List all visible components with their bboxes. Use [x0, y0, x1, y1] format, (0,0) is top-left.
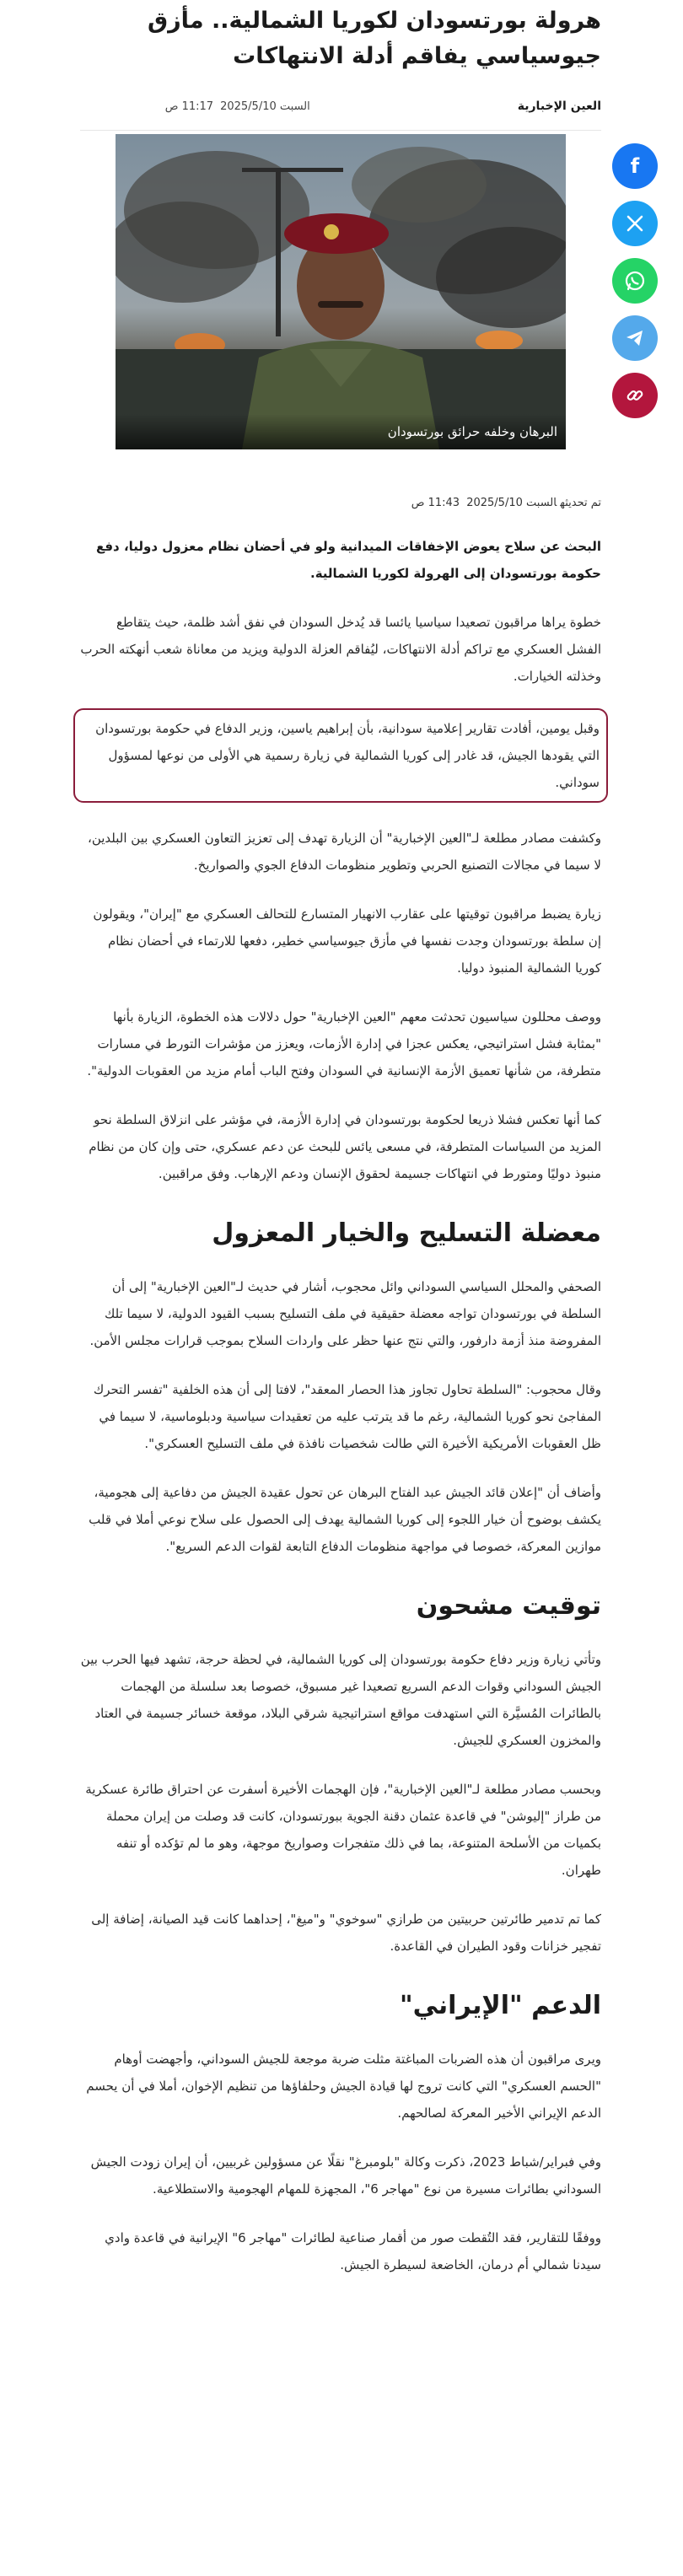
image-caption: البرهان وخلفه حرائق بورتسودان [116, 414, 566, 449]
article [80, 0, 601, 2278]
paragraph: وفي فبراير/شباط 2023، ذكرت وكالة "بلومبرغ" نقلًا عن مسؤولين غربيين، أن إيران زودت الجيش السوداني بطائرات مسيرة من نوع "مهاجر 6"، المجهزة للمهام الهجومية والاستطلاعية. [90, 2154, 601, 2197]
x-twitter-icon [626, 214, 644, 233]
publish-date: السبت 2025/5/10 [220, 99, 310, 113]
section-heading: توقيت مشحون [416, 1591, 601, 1621]
section-heading: الدعم "الإيراني" [399, 1991, 601, 2020]
paragraph: وكشفت مصادر مطلعة لـ"العين الإخبارية" أن الزيارة تهدف إلى تعزيز التعاون العسكري بين البلدين، لا سيما في مجالات التصنيع الحربي وتطوير منظومات الدفاع الجوي والصواريخ. [87, 831, 601, 873]
paragraph: ووفقًا للتقارير، فقد التُقطت صور من أقمار صناعية لطائرات "مهاجر 6" الإيرانية في قاعدة وادي سيدنا شمالي أم درمان، الخاضعة لسيطرة الجيش. [105, 2230, 601, 2272]
facebook-icon: f [630, 154, 640, 178]
paragraph: وبحسب مصادر مطلعة لـ"العين الإخبارية"، فإن الهجمات الأخيرة أسفرت عن احتراق طائرة عسكرية من طراز "إليوشن" في قاعدة عثمان دقنة الجوية ببورتسودان، كانت قد وصلت من إيران محملة بكميات من الأسلحة المتنوعة، بما في ذلك متفجرات وصواريخ موجهة، وهو ما لم تؤكده أو تنفه طهران. [85, 1782, 601, 1878]
copy-link-button[interactable] [612, 373, 658, 418]
hero-image [116, 134, 566, 449]
paragraph: وقال محجوب: "السلطة تحاول تجاوز هذا الحصار المعقد"، لافتا إلى أن هذه الخلفية "تفسر التحرك المفاجئ نحو كوريا الشمالية، رغم ما قد يترتب عليه من تعقيدات سياسية ودبلوماسية، لا سيما في ظل العقوبات الأمريكية الأخيرة التي طالت شخصيات نافذة في ملف التسليح العسكري". [93, 1382, 601, 1451]
telegram-share-button[interactable] [612, 315, 658, 361]
updated-timestamp [80, 497, 601, 509]
paragraph: وقبل يومين، أفادت تقارير إعلامية سودانية، بأن إبراهيم ياسين، وزير الدفاع في حكومة بورتسودان التي يقودها الجيش، قد غادر إلى كوريا الشمالية في زيارة رسمية هي الأولى من نوعها لمسؤول سوداني. [95, 721, 600, 790]
article-meta [80, 94, 601, 118]
paragraph: خطوة يراها مراقبون تصعيدا سياسيا يائسا قد يُدخل السودان في نفق أشد ظلمة، حيث يتقاطع الفشل العسكري مع تراكم أدلة الانتهاكات، ليُفاقم العزلة الدولية ويزيد من معاناة شعب أنهكته الحرب وخذلته الخيارات. [80, 615, 601, 684]
paragraph: وتأتي زيارة وزير دفاع حكومة بورتسودان إلى كوريا الشمالية، في لحظة حرجة، تشهد فيها الحرب بين الجيش السوداني وقوات الدعم السريع تصعيدا غير مسبوق، خصوصا بعد سلسلة من الهجمات بالطائرات المُسيَّرة التي استهدفت مواقع استراتيجية شرقي البلاد، موقعة خسائر جسيمة في العتاد والمخزون العسكري للجيش. [80, 1652, 601, 1748]
publish-time: 11:17 ص [164, 99, 214, 113]
updated-time: 11:43 ص [411, 497, 460, 509]
article-headline: هرولة بورتسودان لكوريا الشمالية.. مأزق جيوسياسي يفاقم أدلة الانتهاكات [148, 8, 601, 69]
highlighted-paragraph [73, 708, 608, 803]
source-name[interactable]: العين الإخبارية [517, 99, 601, 113]
updated-date: السبت 2025/5/10 [466, 497, 557, 509]
paragraph: ويرى مراقبون أن هذه الضربات المباغتة مثلت ضربة موجعة للجيش السوداني، وأجهضت أوهام "الحسم العسكري" التي كانت تروج لها قيادة الجيش وحلفاؤها من تنظيم الإخوان، أملا في أن يحسم الدعم الإيراني الأخير المعركة لصالحهم. [86, 2052, 601, 2121]
updated-label: تم تحديثه [560, 497, 601, 509]
link-icon [625, 385, 645, 406]
paragraph: زيارة يضبط مراقبون توقيتها على عقارب الانهيار المتسارع للتحالف العسكري مع "إيران"، ويقولون إن سلطة بورتسودان وجدت نفسها في مأزق جيوسياسي خطير، دفعها للارتماء في أحضان نظام كوريا الشمالية المنبوذ دوليا. [93, 906, 601, 976]
whatsapp-icon [624, 270, 646, 292]
divider [80, 130, 601, 131]
paragraph: الصحفي والمحلل السياسي السوداني وائل محجوب، أشار في حديث لـ"العين الإخبارية" إلى أن السلطة في بورتسودان تواجه معضلة حقيقية في ملف التسليح بسبب القيود الدولية، لا سيما تلك المفروضة منذ أزمة دارفور، والتي نتج عنها حظر على واردات السلاح بموجب قرارات مجلس الأمن. [89, 1279, 601, 1348]
article-lead: البحث عن سلاح يعوض الإخفاقات الميدانية ولو في أحضان نظام معزول دوليا، دفع حكومة بورتسودان إلى الهرولة لكوريا الشمالية. [95, 539, 601, 581]
hero-photo [116, 134, 566, 449]
paragraph: كما أنها تعكس فشلا ذريعا لحكومة بورتسودان في إدارة الأزمة، في مؤشر على انزلاق السلطة نحو المزيد من السياسات المتطرفة، في مسعى يائس للبحث عن دعم عسكري، حتى وإن كان من نظام منبوذ دوليًا ومتورط في انتهاكات جسيمة لحقوق الإنسان ودعم الإرهاب. وفق مراقبين. [89, 1112, 601, 1181]
whatsapp-share-button[interactable] [612, 258, 658, 304]
telegram-icon [624, 327, 646, 349]
section-heading: معضلة التسليح والخيار المعزول [212, 1218, 601, 1248]
facebook-share-button[interactable] [612, 143, 658, 189]
paragraph: كما تم تدمير طائرتين حربيتين من طرازي "سوخوي" و"ميغ"، إحداهما كانت قيد الصيانة، إضافة إلى تفجير خزانات وقود الطيران في القاعدة. [91, 1912, 601, 1954]
paragraph: وأضاف أن "إعلان قائد الجيش عبد الفتاح البرهان عن تحول عقيدة الجيش من دفاعية إلى هجومية، يكشف بوضوح أن خيار اللجوء إلى كوريا الشمالية يهدف إلى الحصول على سلاح نوعي أملا في قلب موازين المعركة، خصوصا في مواجهة منظومات الدفاع التابعة لقوات الدعم السريع". [89, 1485, 601, 1554]
twitter-share-button[interactable] [612, 201, 658, 246]
paragraph: ووصف محللون سياسيون تحدثت معهم "العين الإخبارية" حول دلالات هذه الخطوة، الزيارة بأنها "بمثابة فشل استراتيجي، يعكس عجزا في إدارة الأزمات، ويعزز من مؤشرات التورط في مسارات متطرفة، من شأنها تعميق الأزمة الإنسانية في السودان وفتح الباب أمام مزيد من العقوبات الدولية". [87, 1009, 601, 1078]
